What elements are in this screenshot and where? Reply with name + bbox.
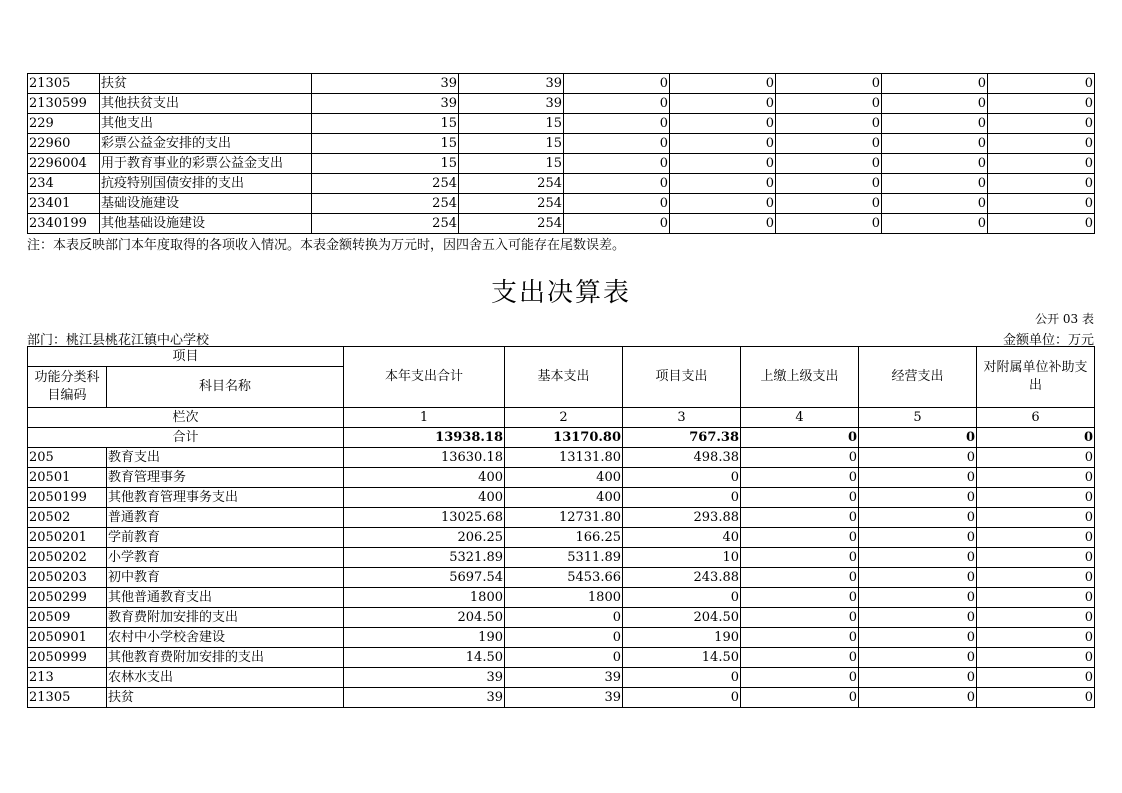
row-value: 0 [882, 154, 988, 174]
row-value: 0 [741, 588, 859, 608]
row-value: 0 [670, 74, 776, 94]
row-value: 0 [977, 648, 1095, 668]
row-code: 2050202 [28, 548, 107, 568]
row-value: 0 [741, 568, 859, 588]
row-name: 教育费附加安排的支出 [107, 608, 344, 628]
row-value: 0 [670, 154, 776, 174]
sum-value: 0 [977, 428, 1095, 448]
row-value: 254 [312, 214, 459, 234]
table-row [28, 688, 1095, 708]
row-value: 0 [859, 508, 977, 528]
row-value: 0 [623, 468, 741, 488]
column-number: 3 [623, 408, 741, 428]
row-code: 2050999 [28, 648, 107, 668]
table-row [28, 648, 1095, 668]
row-value: 206.25 [344, 528, 505, 548]
row-name: 普通教育 [107, 508, 344, 528]
row-name: 教育管理事务 [107, 468, 344, 488]
row-code: 20509 [28, 608, 107, 628]
sum-value: 13170.80 [505, 428, 623, 448]
row-value: 254 [459, 174, 564, 194]
row-value: 0 [670, 114, 776, 134]
row-value: 0 [741, 628, 859, 648]
row-value: 0 [988, 154, 1095, 174]
sum-value: 0 [741, 428, 859, 448]
row-value: 0 [859, 668, 977, 688]
department-label: 部门：桃江县桃花江镇中心学校 [27, 333, 210, 348]
row-value: 0 [564, 134, 670, 154]
sum-value: 767.38 [623, 428, 741, 448]
row-code: 2050299 [28, 588, 107, 608]
row-value: 0 [623, 688, 741, 708]
row-value: 0 [988, 74, 1095, 94]
row-value: 0 [776, 134, 882, 154]
row-value: 0 [670, 194, 776, 214]
table-code: 公开 03 表 [1035, 312, 1094, 326]
row-value: 0 [882, 134, 988, 154]
row-name: 其他支出 [100, 114, 312, 134]
row-value: 5321.89 [344, 548, 505, 568]
row-value: 0 [623, 488, 741, 508]
row-value: 0 [859, 688, 977, 708]
row-name: 小学教育 [107, 548, 344, 568]
row-value: 0 [977, 668, 1095, 688]
row-value: 0 [741, 488, 859, 508]
row-code: 2050199 [28, 488, 107, 508]
row-value: 0 [564, 174, 670, 194]
row-value: 15 [459, 154, 564, 174]
row-value: 0 [859, 488, 977, 508]
row-value: 39 [459, 94, 564, 114]
row-value: 5453.66 [505, 568, 623, 588]
row-value: 0 [859, 448, 977, 468]
row-code: 21305 [28, 74, 100, 94]
table-row [28, 488, 1095, 508]
row-value: 0 [623, 668, 741, 688]
row-value: 0 [882, 174, 988, 194]
row-value: 293.88 [623, 508, 741, 528]
column-number: 5 [859, 408, 977, 428]
row-code: 23401 [28, 194, 100, 214]
row-value: 254 [459, 214, 564, 234]
row-value: 0 [776, 114, 882, 134]
row-name: 其他基础设施建设 [100, 214, 312, 234]
table-row [28, 194, 1095, 214]
row-value: 0 [882, 114, 988, 134]
table-row [28, 468, 1095, 488]
expenditure-table [27, 346, 1095, 708]
row-value: 0 [977, 568, 1095, 588]
row-value: 0 [776, 174, 882, 194]
header-name: 科目名称 [107, 367, 344, 408]
row-value: 204.50 [623, 608, 741, 628]
row-value: 190 [344, 628, 505, 648]
sum-label: 合计 [28, 428, 344, 448]
row-value: 0 [670, 134, 776, 154]
row-value: 0 [776, 194, 882, 214]
row-value: 0 [741, 528, 859, 548]
row-code: 205 [28, 448, 107, 468]
row-value: 254 [312, 194, 459, 214]
row-value: 10 [623, 548, 741, 568]
row-value: 13131.80 [505, 448, 623, 468]
row-name: 农村中小学校舍建设 [107, 628, 344, 648]
table-row [28, 508, 1095, 528]
row-value: 0 [776, 74, 882, 94]
row-name: 基础设施建设 [100, 194, 312, 214]
row-code: 229 [28, 114, 100, 134]
row-name: 其他教育费附加安排的支出 [107, 648, 344, 668]
row-value: 14.50 [623, 648, 741, 668]
row-value: 0 [741, 608, 859, 628]
column-number: 1 [344, 408, 505, 428]
row-value: 5311.89 [505, 548, 623, 568]
row-value: 15 [459, 134, 564, 154]
row-value: 0 [859, 568, 977, 588]
row-value: 14.50 [344, 648, 505, 668]
row-value: 0 [882, 74, 988, 94]
row-value: 0 [977, 608, 1095, 628]
table-row [28, 568, 1095, 588]
row-value: 0 [977, 588, 1095, 608]
row-name: 教育支出 [107, 448, 344, 468]
row-value: 0 [741, 548, 859, 568]
row-code: 234 [28, 174, 100, 194]
row-value: 1800 [344, 588, 505, 608]
row-name: 彩票公益金安排的支出 [100, 134, 312, 154]
income-table-continuation [27, 73, 1095, 234]
row-value: 15 [312, 134, 459, 154]
table-row [28, 548, 1095, 568]
row-name: 学前教育 [107, 528, 344, 548]
row-value: 0 [977, 488, 1095, 508]
row-code: 2050201 [28, 528, 107, 548]
table-row [28, 74, 1095, 94]
row-value: 39 [312, 74, 459, 94]
table-note: 注：本表反映部门本年度取得的各项收入情况。本表金额转换为万元时，因四舍五入可能存在尾数误差。 [27, 238, 626, 253]
row-value: 0 [741, 688, 859, 708]
row-code: 22960 [28, 134, 100, 154]
row-code: 2050901 [28, 628, 107, 648]
row-value: 0 [859, 588, 977, 608]
row-code: 2296004 [28, 154, 100, 174]
unit-label: 金额单位：万元 [1002, 333, 1094, 348]
row-value: 0 [988, 114, 1095, 134]
row-value: 0 [882, 194, 988, 214]
row-value: 0 [670, 94, 776, 114]
row-code: 2050203 [28, 568, 107, 588]
row-value: 400 [505, 468, 623, 488]
row-value: 0 [859, 528, 977, 548]
row-value: 0 [988, 94, 1095, 114]
row-value: 0 [859, 468, 977, 488]
row-value: 0 [859, 648, 977, 668]
row-value: 39 [505, 668, 623, 688]
table-row [28, 94, 1095, 114]
row-value: 166.25 [505, 528, 623, 548]
row-value: 0 [623, 588, 741, 608]
row-name: 初中教育 [107, 568, 344, 588]
row-value: 0 [988, 214, 1095, 234]
row-value: 39 [344, 668, 505, 688]
row-name: 扶贫 [107, 688, 344, 708]
row-value: 0 [988, 134, 1095, 154]
row-value: 39 [312, 94, 459, 114]
row-value: 0 [859, 548, 977, 568]
row-value: 0 [564, 154, 670, 174]
row-value: 498.38 [623, 448, 741, 468]
row-value: 0 [776, 214, 882, 234]
row-value: 0 [741, 508, 859, 528]
table-row [28, 174, 1095, 194]
row-value: 0 [977, 468, 1095, 488]
row-value: 0 [564, 74, 670, 94]
page-title: 支出决算表 [490, 278, 631, 308]
header-upper: 上缴上级支出 [741, 347, 859, 408]
row-value: 0 [977, 448, 1095, 468]
row-value: 0 [776, 94, 882, 114]
row-value: 0 [564, 94, 670, 114]
column-number: 6 [977, 408, 1095, 428]
row-name: 其他扶贫支出 [100, 94, 312, 114]
table-row [28, 134, 1095, 154]
row-value: 0 [564, 214, 670, 234]
row-value: 0 [977, 688, 1095, 708]
row-value: 400 [505, 488, 623, 508]
row-name: 其他教育管理事务支出 [107, 488, 344, 508]
row-value: 0 [859, 628, 977, 648]
row-value: 0 [776, 154, 882, 174]
table-row [28, 668, 1095, 688]
row-code: 2340199 [28, 214, 100, 234]
row-value: 0 [882, 94, 988, 114]
row-value: 254 [312, 174, 459, 194]
row-name: 用于教育事业的彩票公益金支出 [100, 154, 312, 174]
row-value: 400 [344, 488, 505, 508]
row-value: 0 [977, 628, 1095, 648]
row-value: 15 [459, 114, 564, 134]
row-value: 15 [312, 154, 459, 174]
row-value: 0 [977, 548, 1095, 568]
table-row [28, 448, 1095, 468]
row-value: 5697.54 [344, 568, 505, 588]
row-value: 13025.68 [344, 508, 505, 528]
row-value: 1800 [505, 588, 623, 608]
header-item: 项目 [28, 347, 344, 367]
row-value: 190 [623, 628, 741, 648]
table-row [28, 114, 1095, 134]
header-project: 项目支出 [623, 347, 741, 408]
row-name: 扶贫 [100, 74, 312, 94]
row-value: 0 [988, 194, 1095, 214]
row-value: 39 [344, 688, 505, 708]
row-value: 0 [741, 668, 859, 688]
row-value: 15 [312, 114, 459, 134]
row-value: 39 [459, 74, 564, 94]
row-code: 20502 [28, 508, 107, 528]
row-value: 0 [977, 508, 1095, 528]
row-name: 抗疫特别国债安排的支出 [100, 174, 312, 194]
row-value: 0 [859, 608, 977, 628]
row-value: 0 [988, 174, 1095, 194]
row-value: 39 [505, 688, 623, 708]
column-number: 4 [741, 408, 859, 428]
row-value: 0 [882, 214, 988, 234]
row-value: 0 [741, 468, 859, 488]
row-value: 0 [670, 174, 776, 194]
row-value: 12731.80 [505, 508, 623, 528]
table-row [28, 608, 1095, 628]
header-code: 功能分类科目编码 [28, 367, 107, 408]
row-value: 0 [564, 114, 670, 134]
table-row [28, 588, 1095, 608]
row-value: 0 [505, 628, 623, 648]
row-value: 0 [977, 528, 1095, 548]
header-basic: 基本支出 [505, 347, 623, 408]
row-code: 21305 [28, 688, 107, 708]
row-value: 204.50 [344, 608, 505, 628]
header-total: 本年支出合计 [344, 347, 505, 408]
row-value: 0 [741, 448, 859, 468]
sum-value: 0 [859, 428, 977, 448]
row-value: 0 [564, 194, 670, 214]
row-code: 213 [28, 668, 107, 688]
row-value: 40 [623, 528, 741, 548]
row-value: 400 [344, 468, 505, 488]
sum-value: 13938.18 [344, 428, 505, 448]
row-name: 其他普通教育支出 [107, 588, 344, 608]
table-row [28, 628, 1095, 648]
row-value: 0 [670, 214, 776, 234]
row-value: 13630.18 [344, 448, 505, 468]
header-business: 经营支出 [859, 347, 977, 408]
row-value: 243.88 [623, 568, 741, 588]
column-number: 2 [505, 408, 623, 428]
table-row [28, 154, 1095, 174]
column-label: 栏次 [28, 408, 344, 428]
table-row [28, 528, 1095, 548]
row-code: 2130599 [28, 94, 100, 114]
row-code: 20501 [28, 468, 107, 488]
row-name: 农林水支出 [107, 668, 344, 688]
row-value: 0 [505, 648, 623, 668]
row-value: 254 [459, 194, 564, 214]
row-value: 0 [741, 648, 859, 668]
table-row [28, 214, 1095, 234]
header-subsidiary: 对附属单位补助支出 [977, 347, 1095, 408]
row-value: 0 [505, 608, 623, 628]
